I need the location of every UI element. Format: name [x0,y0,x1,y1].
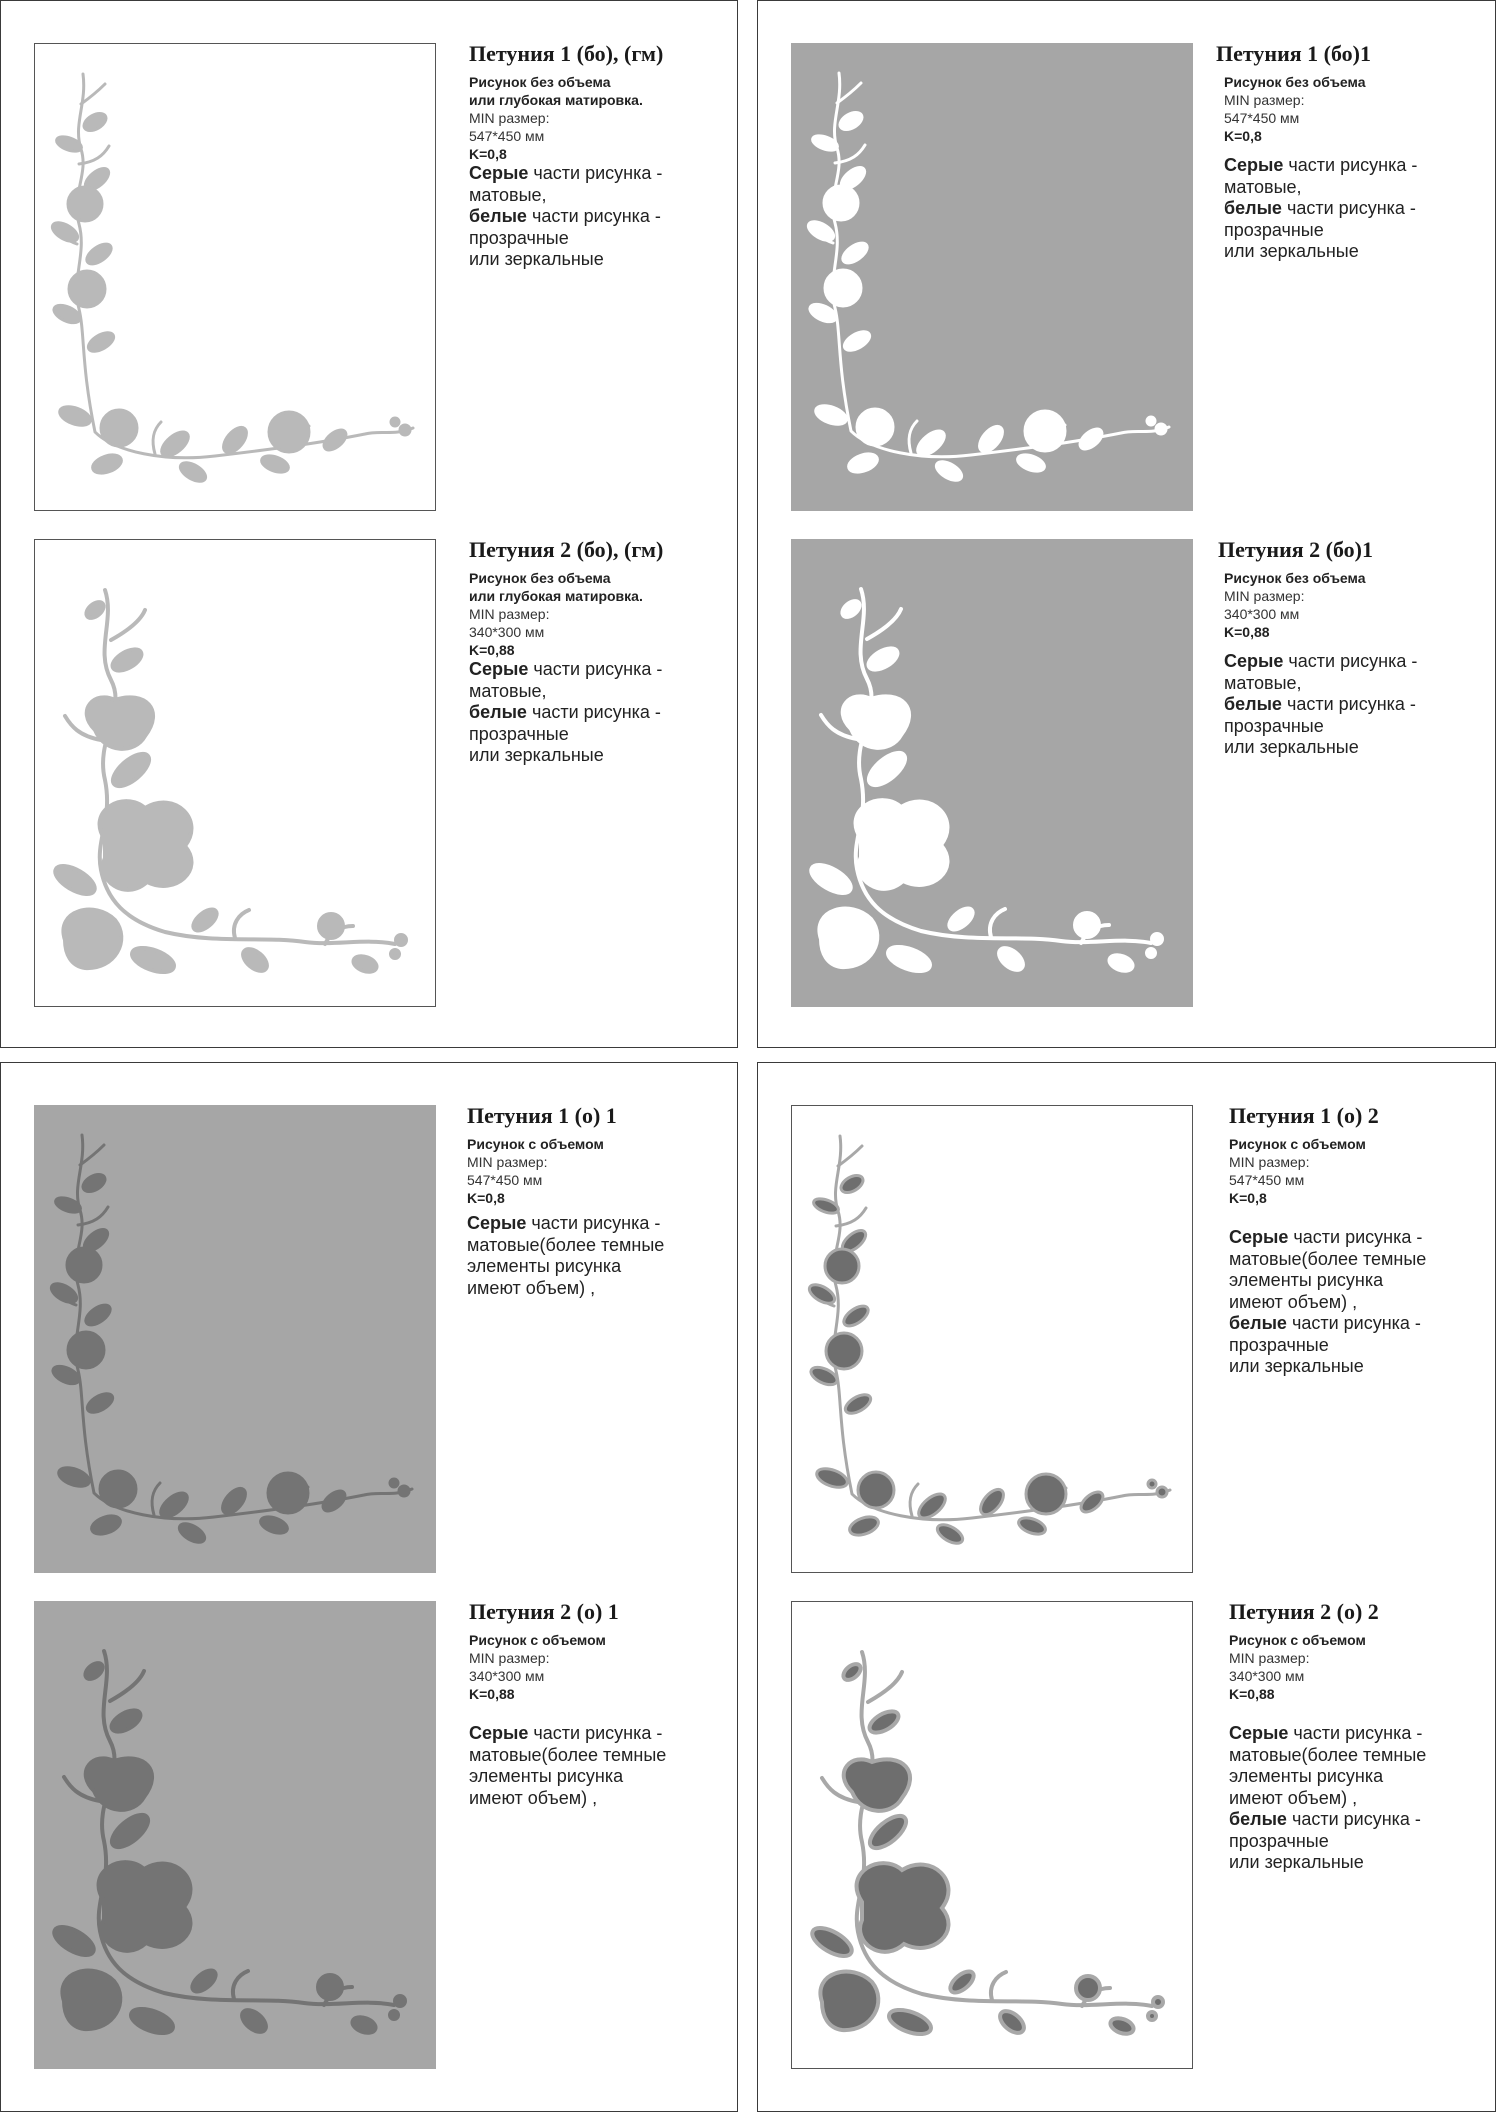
quadrant-4 [757,1062,1496,2112]
k-coefficient: K=0,8 [467,1190,505,1206]
title: Петуния 1 (о) 1 [467,1103,617,1128]
min-size-label: MIN размер: [1229,1154,1310,1170]
min-size-value: 547*450 мм [1224,110,1300,126]
description: Серые части рисунка - матовые, белые части рисунка - прозрачные или зеркальные [469,163,663,269]
petunia-1-ornament [35,44,436,511]
petunia-2-ornament [791,539,1193,1007]
pattern-panel-q2-1 [791,43,1193,511]
k-coefficient: K=0,88 [1224,624,1270,640]
subtitle-2: или глубокая матировка. [469,92,643,108]
min-size-label: MIN размер: [1229,1650,1310,1666]
petunia-1-ornament [791,43,1193,511]
subtitle-1: Рисунок с объемом [1229,1136,1366,1152]
petunia-2-ornament [792,1602,1193,2069]
min-size-label: MIN размер: [469,606,550,622]
petunia-2-ornament [35,540,436,1007]
pattern-panel-q1-2 [34,539,436,1007]
k-coefficient: K=0,8 [1224,128,1262,144]
subtitle-1: Рисунок с объемом [469,1632,606,1648]
info-q3-1 [467,1103,707,1299]
k-coefficient: K=0,8 [1229,1190,1267,1206]
k-coefficient: K=0,88 [469,642,515,658]
min-size-label: MIN размер: [469,1650,550,1666]
petunia-1-ornament [34,1105,436,1573]
subtitle-1: Рисунок с объемом [1229,1632,1366,1648]
min-size-value: 340*300 мм [469,1668,545,1684]
info-q4-1 [1229,1103,1469,1378]
subtitle-1: Рисунок без объема [1224,74,1366,90]
description: Серые части рисунка - матовые(более темные элементы рисунка имеют объем) , белые части рисунка - прозрачные или зеркальные [1229,1227,1427,1376]
description: Серые части рисунка - матовые, белые части рисунка - прозрачные или зеркальные [469,659,663,765]
k-coefficient: K=0,88 [1229,1686,1275,1702]
quadrant-2 [757,0,1496,1048]
petunia-1-ornament [792,1106,1193,1573]
min-size-value: 340*300 мм [469,624,545,640]
title: Петуния 2 (о) 1 [469,1599,619,1624]
title: Петуния 1 (бо)1 [1216,41,1372,66]
info-q2-2 [1218,537,1458,759]
subtitle-1: Рисунок без объема [1224,570,1366,586]
pattern-panel-q1-1 [34,43,436,511]
title: Петуния 1 (о) 2 [1229,1103,1379,1128]
quadrant-3 [0,1062,738,2112]
info-q4-2 [1229,1599,1469,1874]
subtitle-2: или глубокая матировка. [469,588,643,604]
min-size-value: 547*450 мм [469,128,545,144]
quadrant-1 [0,0,738,1048]
min-size-label: MIN размер: [1224,92,1305,108]
pattern-panel-q4-1 [791,1105,1193,1573]
min-size-label: MIN размер: [467,1154,548,1170]
subtitle-1: Рисунок без объема [469,570,611,586]
min-size-value: 340*300 мм [1229,1668,1305,1684]
subtitle-1: Рисунок без объема [469,74,611,90]
description: Серые части рисунка - матовые, белые части рисунка - прозрачные или зеркальные [1224,651,1418,757]
title: Петуния 1 (бо), (гм) [469,41,664,66]
description: Серые части рисунка - матовые(более темные элементы рисунка имеют объем) , [469,1723,667,1808]
info-q1-1 [469,41,709,271]
min-size-label: MIN размер: [1224,588,1305,604]
k-coefficient: K=0,88 [469,1686,515,1702]
min-size-value: 340*300 мм [1224,606,1300,622]
pattern-panel-q3-2 [34,1601,436,2069]
description: Серые части рисунка - матовые(более темные элементы рисунка имеют объем) , белые части рисунка - прозрачные или зеркальные [1229,1723,1427,1872]
title: Петуния 2 (бо)1 [1218,537,1374,562]
petunia-2-ornament [34,1601,436,2069]
pattern-panel-q3-1 [34,1105,436,1573]
pattern-panel-q4-2 [791,1601,1193,2069]
info-q3-2 [469,1599,709,1809]
pattern-panel-q2-2 [791,539,1193,1007]
min-size-label: MIN размер: [469,110,550,126]
subtitle-1: Рисунок с объемом [467,1136,604,1152]
info-q1-2 [469,537,709,767]
title: Петуния 2 (бо), (гм) [469,537,664,562]
min-size-value: 547*450 мм [1229,1172,1305,1188]
min-size-value: 547*450 мм [467,1172,543,1188]
info-q2-1 [1216,41,1456,263]
title: Петуния 2 (о) 2 [1229,1599,1379,1624]
k-coefficient: K=0,8 [469,146,507,162]
description: Серые части рисунка - матовые, белые части рисунка - прозрачные или зеркальные [1224,155,1418,261]
description: Серые части рисунка - матовые(более темные элементы рисунка имеют объем) , [467,1213,665,1298]
